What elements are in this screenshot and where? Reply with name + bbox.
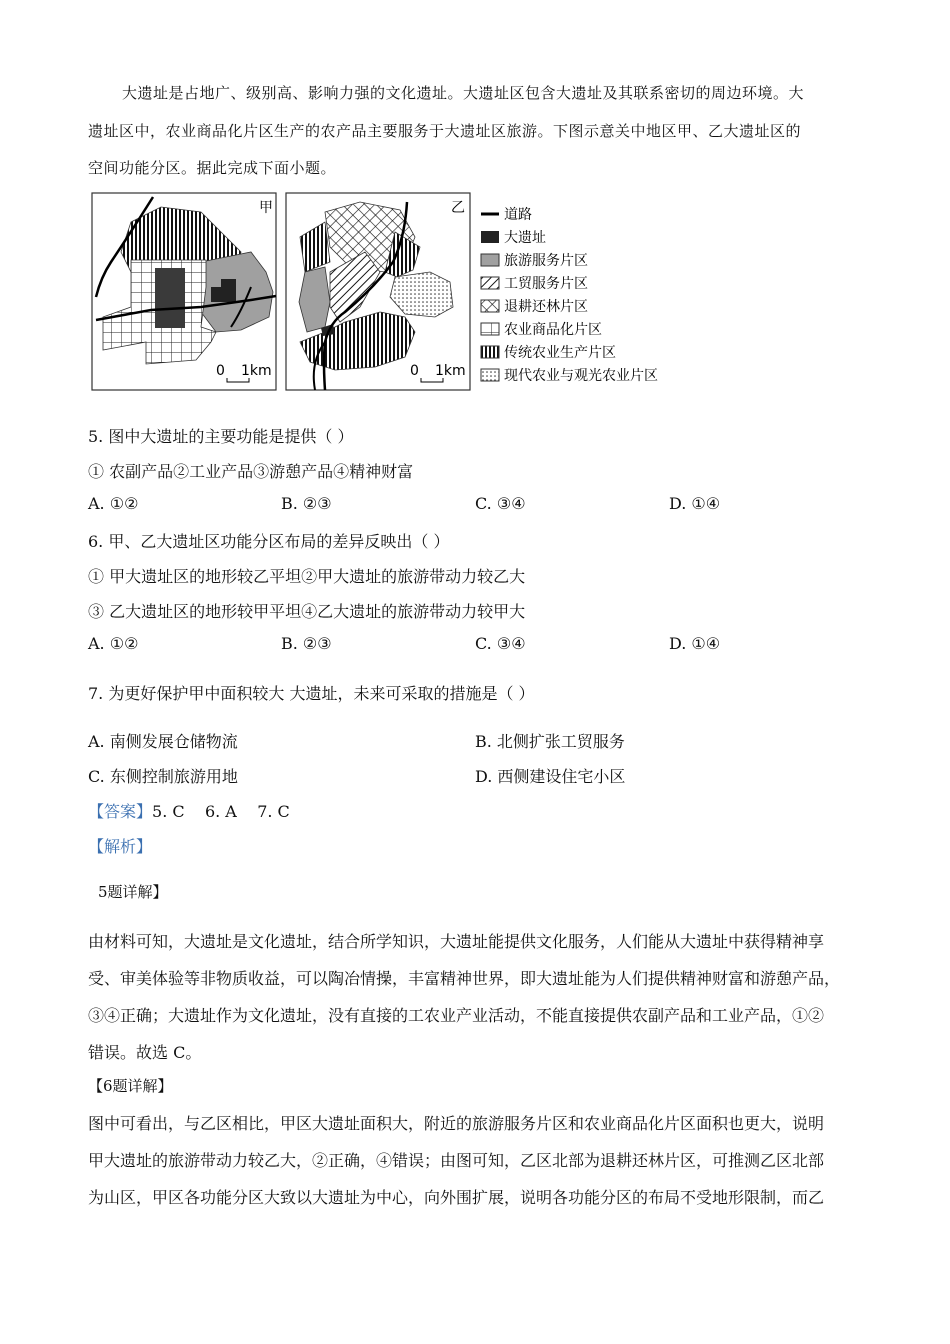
q5-items: ① 农副产品②工业产品③游憩产品④精神财富 xyxy=(88,462,414,481)
detail6-p1: 图中可看出，与乙区相比，甲区大遗址面积大，附近的旅游服务片区和农业商品化片区面积也更大，说明 xyxy=(88,1114,825,1133)
intro-line-1: 大遗址是占地广、级别高、影响力强的文化遗址。大遗址区包含大遗址及其联系密切的周边环境。大 xyxy=(122,84,805,102)
gray-swatch xyxy=(481,254,499,266)
q6-option-a: A. ①② xyxy=(88,634,139,653)
map-yi-label: 乙 xyxy=(451,200,465,216)
detail5-p2: 受、审美体验等非物质收益，可以陶冶情操，丰富精神世界，即大遗址能为人们提供精神财富和游憩产品， xyxy=(88,969,841,988)
q5-stem: 5. 图中大遗址的主要功能是提供（ ） xyxy=(88,427,354,446)
map-jia-label: 甲 xyxy=(259,200,273,216)
jia-scale-zero: 0 xyxy=(216,363,225,379)
analysis-tag: 【解析】 xyxy=(88,837,153,856)
legend-modern-agri: 现代农业与观光农业片区 xyxy=(504,368,658,384)
q5-option-c: C. ③④ xyxy=(475,494,526,513)
detail5-p1: 由材料可知，大遗址是文化遗址，结合所学知识，大遗址能提供文化服务，人们能从大遗址中获得精神享 xyxy=(88,932,825,951)
legend-traditional-agri: 传统农业生产片区 xyxy=(504,345,616,361)
q6-items-2: ③ 乙大遗址区的地形较甲平坦④乙大遗址的旅游带动力较甲大 xyxy=(88,602,526,621)
diagonal-hatch-swatch xyxy=(481,277,499,289)
detail5-heading: 5题详解】 xyxy=(98,883,168,901)
legend-big-site: 大遗址 xyxy=(504,230,546,246)
q6-option-d: D. ①④ xyxy=(669,634,721,653)
dotted-swatch xyxy=(481,369,499,381)
q5-option-b: B. ②③ xyxy=(281,494,332,513)
q6-stem: 6. 甲、乙大遗址区功能分区布局的差异反映出（ ） xyxy=(88,532,450,551)
crosshatch-swatch xyxy=(481,300,499,312)
q7-option-a: A. 南侧发展仓储物流 xyxy=(88,732,238,751)
legend-forest: 退耕还林片区 xyxy=(504,299,588,315)
q7-option-b: B. 北侧扩张工贸服务 xyxy=(475,732,625,751)
map-jia xyxy=(92,193,276,390)
map-yi xyxy=(286,193,470,390)
legend-road: 道路 xyxy=(504,207,532,223)
detail5-p4: 错误。故选 C。 xyxy=(88,1043,202,1062)
yi-scale-zero: 0 xyxy=(410,363,419,379)
intro-line-3: 空间功能分区。据此完成下面小题。 xyxy=(88,159,337,177)
map-legend xyxy=(481,207,658,384)
q7-stem: 7. 为更好保护甲中面积较大 大遗址，未来可采取的措施是（ ） xyxy=(88,684,535,703)
vertical-lines-swatch xyxy=(481,346,499,358)
detail6-p3: 为山区，甲区各功能分区大致以大遗址为中心，向外围扩展，说明各功能分区的布局不受地形限制，而乙 xyxy=(88,1188,825,1207)
legend-trade: 工贸服务片区 xyxy=(504,276,588,292)
legend-tourism: 旅游服务片区 xyxy=(504,253,588,269)
legend-commercial-agri: 农业商品化片区 xyxy=(504,322,602,338)
jia-big-site xyxy=(155,268,185,328)
intro-line-2: 遗址区中，农业商品化片区生产的农产品主要服务于大遗址区旅游。下图示意关中地区甲、乙大遗址区的 xyxy=(88,122,802,140)
detail5-p3: ③④正确；大遗址作为文化遗址，没有直接的工农业产业活动，不能直接提供农副产品和工业产品，①② xyxy=(88,1006,825,1025)
zoning-map-svg xyxy=(91,192,691,392)
answer-tag: 【答案】 xyxy=(88,802,153,821)
q7-option-c: C. 东侧控制旅游用地 xyxy=(88,767,238,786)
q6-option-b: B. ②③ xyxy=(281,634,332,653)
detail6-heading: 【6题详解】 xyxy=(88,1077,173,1095)
q5-option-d: D. ①④ xyxy=(669,494,721,513)
q5-option-a: A. ①② xyxy=(88,494,139,513)
detail6-p2: 甲大遗址的旅游带动力较乙大，②正确，④错误；由图可知，乙区北部为退耕还林片区，可推测乙区北部 xyxy=(88,1151,825,1170)
q6-items-1: ① 甲大遗址区的地形较乙平坦②甲大遗址的旅游带动力较乙大 xyxy=(88,567,526,586)
solid-black-swatch xyxy=(481,231,499,243)
q6-option-c: C. ③④ xyxy=(475,634,526,653)
q7-option-d: D. 西侧建设住宅小区 xyxy=(475,767,626,786)
answer-line xyxy=(88,799,290,822)
grid-swatch xyxy=(481,323,499,335)
answer-text: 5. C 6. A 7. C xyxy=(152,802,290,821)
zoning-map-figure xyxy=(91,192,691,396)
yi-scale-text: 1km xyxy=(435,363,466,379)
jia-scale-text: 1km xyxy=(241,363,272,379)
